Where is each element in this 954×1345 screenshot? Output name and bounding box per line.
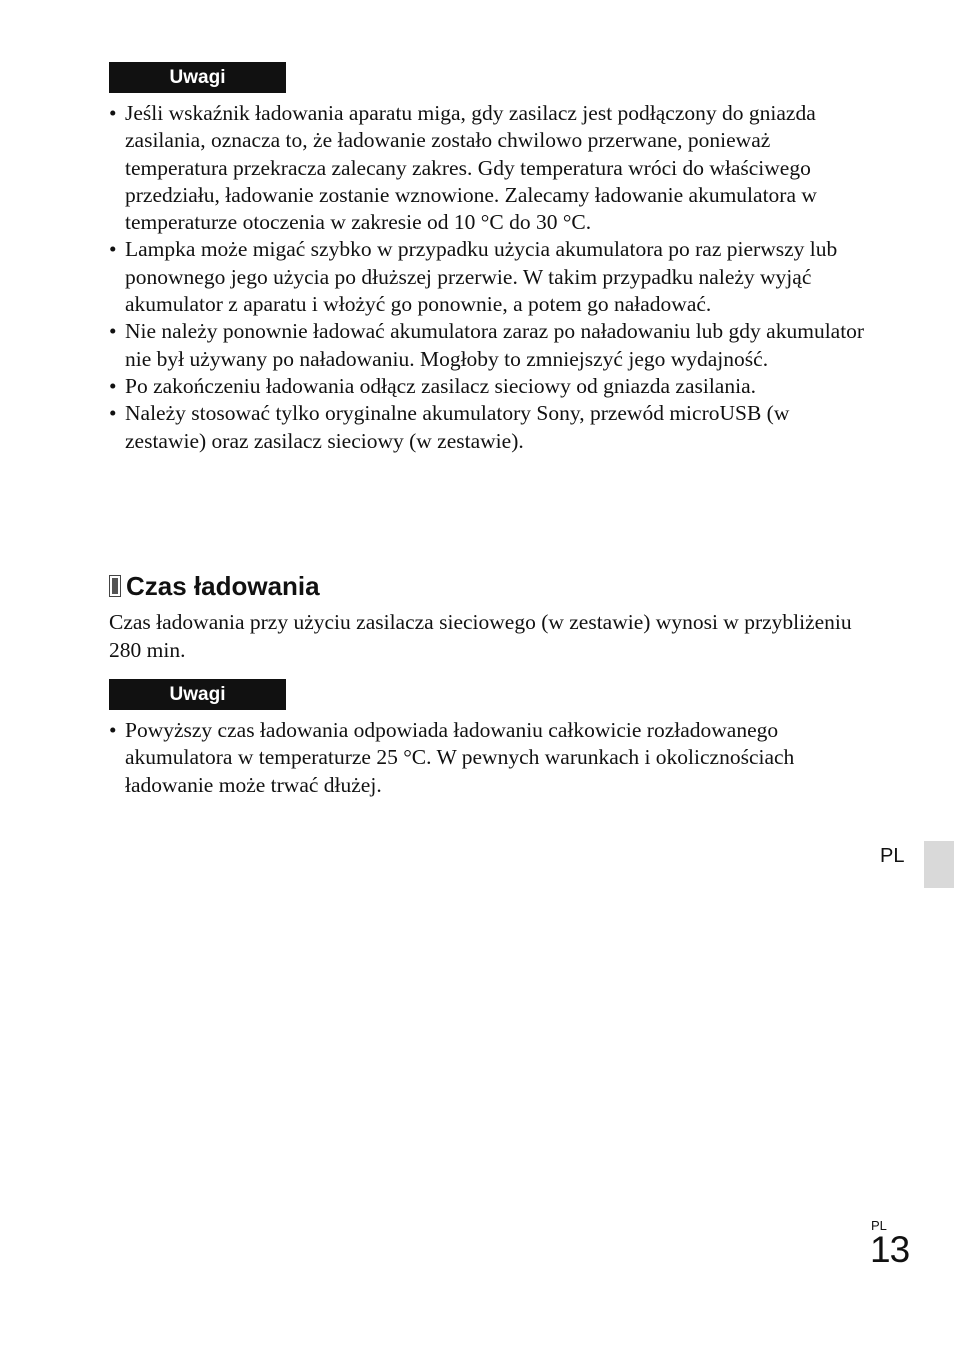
bullet-icon: • (109, 373, 117, 398)
list-item-text: Nie należy ponownie ładować akumulatora zaraz po naładowaniu lub gdy akumulator nie był używany po naładowaniu. Mogłoby to zmniejszyć jego wydajność. (125, 319, 865, 371)
list-item-text: Jeśli wskaźnik ładowania aparatu miga, gdy zasilacz jest podłączony do gniazda zasilania, oznacza to, że ładowanie zostało chwilowo przerwane, ponieważ temperatura przekracza zalecany zakres. Gdy temperatura wróci do właściwego przedziału, ładowanie zostanie wznowione. Zalecamy ładowanie akumulatora w temperaturze otoczenia w zakresie od 10 °C do 30 °C. (125, 101, 817, 235)
list-item (109, 100, 869, 236)
list-item (109, 373, 869, 400)
section-title: Czas ładowania (126, 570, 320, 601)
list-item (109, 717, 869, 799)
bullet-icon: • (109, 319, 117, 344)
notes-label-1: Uwagi (109, 62, 286, 93)
notes-list-1 (109, 100, 869, 455)
notes-label-2: Uwagi (109, 679, 286, 710)
bullet-icon: • (109, 401, 117, 426)
bullet-icon: • (109, 101, 117, 125)
side-language-label: PL (880, 845, 905, 867)
heading-marker-icon (109, 575, 121, 597)
bullet-icon: • (109, 718, 117, 742)
notes-list-2 (109, 717, 869, 799)
footer-language-code: PL (871, 1218, 887, 1233)
list-item (109, 236, 869, 318)
list-item-text: Po zakończeniu ładowania odłącz zasilacz sieciowy od gniazda zasilania. (125, 373, 756, 398)
side-language-tab (924, 841, 954, 888)
section-heading (109, 569, 320, 603)
list-item (109, 400, 869, 455)
list-item-text: Lampka może migać szybko w przypadku użycia akumulatora po raz pierwszy lub ponownego jego użycia po dłuższej przerwie. W takim przypadku należy wyjąć akumulator z aparatu i włożyć go ponownie, a potem go naładować. (125, 237, 838, 317)
section-paragraph: Czas ładowania przy użyciu zasilacza sieciowego (w zestawie) wynosi w przybliżeniu 280 min. (109, 610, 852, 662)
list-item-text: Powyższy czas ładowania odpowiada ładowaniu całkowicie rozładowanego akumulatora w temperaturze 25 °C. W pewnych warunkach i okolicznościach ładowanie może trwać dłużej. (125, 718, 795, 797)
list-item-text: Należy stosować tylko oryginalne akumulatory Sony, przewód microUSB (w zestawie) oraz zasilacz sieciowy (w zestawie). (125, 401, 790, 453)
page-number: 13 (870, 1229, 910, 1270)
list-item (109, 318, 869, 373)
bullet-icon: • (109, 237, 117, 262)
